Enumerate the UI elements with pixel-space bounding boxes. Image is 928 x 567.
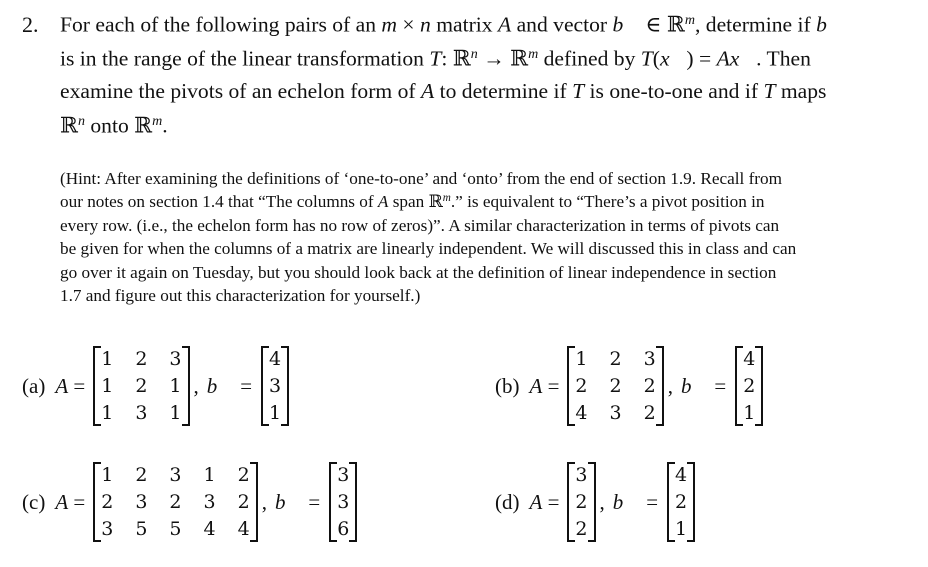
matrix-entry: 4 bbox=[203, 518, 216, 540]
text-line bbox=[60, 169, 782, 189]
part-label: (d) bbox=[495, 489, 520, 514]
bracket-corner bbox=[755, 346, 761, 348]
text-segment: . Then bbox=[756, 46, 811, 71]
matrix-entry: 2 bbox=[575, 518, 588, 540]
matrix-entry: 1 bbox=[101, 375, 114, 397]
matrix-entry: 2 bbox=[237, 491, 250, 513]
bracket-corner bbox=[95, 346, 101, 348]
part-d bbox=[495, 462, 695, 542]
equals-sign: = bbox=[68, 373, 86, 398]
bracket-corner bbox=[755, 424, 761, 426]
matrix-a bbox=[93, 462, 257, 542]
text-segment: and vector bbox=[511, 12, 613, 37]
text-line bbox=[60, 286, 420, 306]
matrix-entry: 3 bbox=[269, 375, 282, 397]
text-segment: (Hint: After examining the definitions of ‘one-to-one’ and ‘onto’ from the end of section 1.9. Recall from bbox=[60, 169, 782, 188]
matrix-entry: 1 bbox=[101, 464, 114, 486]
comma: , bbox=[599, 489, 605, 514]
text-line bbox=[60, 263, 776, 283]
text-segment: examine the pivots of an echelon form of bbox=[60, 79, 421, 103]
bracket-corner bbox=[95, 540, 101, 542]
vector-b-label: b⃗ = bbox=[206, 373, 254, 398]
matrix-entry: 1 bbox=[169, 375, 182, 397]
text-segment: be given for when the columns of a matrix are linearly independent. We will discussed this in class and can bbox=[60, 239, 797, 259]
problem-number: 2. bbox=[22, 12, 39, 37]
math-segment: m bbox=[442, 192, 451, 205]
vector-b-label: b⃗ = bbox=[612, 489, 660, 514]
matrix-entry: 5 bbox=[169, 518, 182, 540]
bracket-corner bbox=[263, 346, 269, 348]
text-segment: is one-to-one and if bbox=[584, 79, 764, 103]
math-segment: n bbox=[420, 12, 431, 37]
bracket-corner bbox=[95, 462, 101, 464]
matrix-entry: 3 bbox=[337, 464, 350, 486]
text-segment: ℝ bbox=[60, 113, 78, 138]
text-segment: span ℝ bbox=[388, 192, 443, 212]
text-line bbox=[60, 192, 764, 212]
matrix-entry: 2 bbox=[237, 464, 250, 486]
matrix-entry: 3 bbox=[135, 402, 148, 424]
bracket-corner bbox=[588, 540, 594, 542]
matrix-entry: 5 bbox=[135, 518, 148, 540]
text-segment: is in the range of the linear transformation bbox=[60, 46, 430, 71]
matrix-entry: 3 bbox=[337, 491, 350, 513]
math-segment: m bbox=[381, 12, 398, 37]
math-symbol: A bbox=[529, 373, 543, 398]
matrix-entry: 4 bbox=[237, 518, 250, 540]
matrix-entry: 3 bbox=[203, 491, 216, 513]
math-symbol: A bbox=[529, 489, 543, 514]
equals-sign: = bbox=[68, 489, 86, 514]
vector-b bbox=[329, 462, 357, 542]
bracket-corner bbox=[569, 462, 575, 464]
text-segment: ∈ ℝ bbox=[640, 12, 685, 37]
matrix-entry: 1 bbox=[101, 402, 114, 424]
equals-sign: = bbox=[542, 373, 560, 398]
part-a bbox=[22, 346, 289, 426]
equals-sign: = bbox=[542, 489, 560, 514]
math-segment: n bbox=[470, 45, 478, 62]
bracket-corner bbox=[588, 462, 594, 464]
text-line bbox=[60, 113, 168, 139]
bracket-corner bbox=[737, 346, 743, 348]
matrix-entry: 4 bbox=[675, 464, 688, 486]
text-segment: : ℝ bbox=[441, 46, 471, 71]
math-segment: T bbox=[572, 79, 585, 103]
text-segment: . bbox=[162, 113, 168, 138]
bracket-corner bbox=[331, 540, 337, 542]
comma: , bbox=[193, 373, 199, 398]
text-segment: , determine if bbox=[694, 12, 817, 37]
math-segment: m bbox=[152, 112, 163, 129]
matrix-entry: 2 bbox=[643, 402, 656, 424]
math-segment: m bbox=[528, 45, 539, 62]
vector-b bbox=[735, 346, 763, 426]
matrix-entry: 1 bbox=[169, 402, 182, 424]
matrix-a-label bbox=[530, 374, 560, 399]
bracket-corner bbox=[281, 346, 287, 348]
text-segment: onto ℝ bbox=[84, 113, 153, 138]
bracket-corner bbox=[182, 346, 188, 348]
bracket-corner bbox=[669, 540, 675, 542]
matrix-entry: 2 bbox=[101, 491, 114, 513]
matrix-a-label bbox=[530, 490, 560, 515]
math-segment: A bbox=[377, 192, 389, 212]
matrix-entry: 2 bbox=[135, 348, 148, 370]
comma: , bbox=[667, 373, 673, 398]
bracket-corner bbox=[182, 424, 188, 426]
part-label: (b) bbox=[495, 373, 520, 398]
text-line bbox=[60, 79, 826, 104]
matrix-entry: 2 bbox=[675, 491, 688, 513]
part-label: (a) bbox=[22, 373, 46, 398]
text-segment: ( bbox=[652, 46, 660, 71]
bracket-corner bbox=[250, 540, 256, 542]
bracket-corner bbox=[656, 346, 662, 348]
text-line bbox=[60, 216, 779, 236]
matrix-entry: 1 bbox=[575, 348, 588, 370]
math-segment: b⃗ bbox=[612, 12, 641, 37]
math-segment: T bbox=[640, 46, 653, 71]
bracket-corner bbox=[656, 424, 662, 426]
math-segment: A bbox=[497, 12, 512, 37]
matrix-entry: 2 bbox=[743, 375, 756, 397]
matrix-entry: 2 bbox=[575, 491, 588, 513]
text-segment: ) = bbox=[686, 46, 717, 71]
matrix-entry: 2 bbox=[609, 348, 622, 370]
matrix-entry: 4 bbox=[269, 348, 282, 370]
bracket-corner bbox=[569, 346, 575, 348]
matrix-entry: 4 bbox=[743, 348, 756, 370]
matrix-a bbox=[93, 346, 189, 426]
math-segment: x⃗ bbox=[660, 46, 687, 71]
math-symbol: A bbox=[55, 489, 69, 514]
matrix-entry: 3 bbox=[135, 491, 148, 513]
vector-b bbox=[667, 462, 695, 542]
matrix-entry: 2 bbox=[169, 491, 182, 513]
matrix-a bbox=[567, 462, 595, 542]
matrix-entry: 3 bbox=[643, 348, 656, 370]
math-segment: b⃗ bbox=[816, 12, 844, 37]
text-line bbox=[60, 12, 844, 38]
text-segment: defined by bbox=[538, 46, 641, 71]
bracket-corner bbox=[349, 462, 355, 464]
bracket-corner bbox=[737, 424, 743, 426]
matrix-entry: 1 bbox=[743, 402, 756, 424]
bracket-corner bbox=[349, 540, 355, 542]
text-segment: × bbox=[397, 12, 421, 37]
text-segment: to determine if bbox=[434, 79, 573, 103]
matrix-entry: 1 bbox=[675, 518, 688, 540]
text-segment: go over it again on Tuesday, but you should look back at the definition of linear independence in section bbox=[60, 262, 777, 282]
matrix-entry: 3 bbox=[101, 518, 114, 540]
matrix-a-label bbox=[55, 490, 85, 515]
vector-b-label: b⃗ = bbox=[274, 489, 322, 514]
part-label: (c) bbox=[22, 489, 46, 514]
text-segment: .” is equivalent to “There’s a pivot position in bbox=[450, 192, 765, 212]
text-segment: → ℝ bbox=[477, 46, 529, 71]
math-segment: m bbox=[684, 12, 695, 28]
matrix-a bbox=[567, 346, 663, 426]
text-segment: our notes on section 1.4 that “The columns of bbox=[60, 192, 378, 212]
math-segment: n bbox=[77, 112, 85, 129]
bracket-corner bbox=[331, 462, 337, 464]
matrix-entry: 6 bbox=[337, 518, 350, 540]
bracket-corner bbox=[687, 462, 693, 464]
comma: , bbox=[261, 489, 267, 514]
text-segment: 1.7 and figure out this characterization for yourself.) bbox=[60, 286, 421, 305]
matrix-entry: 3 bbox=[609, 402, 622, 424]
matrix-entry: 1 bbox=[203, 464, 216, 486]
math-segment: Ax⃗ bbox=[716, 46, 757, 71]
text-segment: matrix bbox=[430, 12, 498, 37]
text-line bbox=[60, 239, 796, 259]
math-symbol: A bbox=[55, 373, 69, 398]
text-line bbox=[60, 46, 811, 72]
bracket-corner bbox=[281, 424, 287, 426]
text-segment: maps bbox=[775, 79, 827, 103]
matrix-entry: 1 bbox=[101, 348, 114, 370]
matrix-entry: 2 bbox=[135, 375, 148, 397]
bracket-corner bbox=[687, 540, 693, 542]
bracket-corner bbox=[569, 540, 575, 542]
matrix-entry: 3 bbox=[575, 464, 588, 486]
matrix-entry: 2 bbox=[135, 464, 148, 486]
math-segment: A bbox=[420, 79, 435, 103]
matrix-entry: 3 bbox=[169, 464, 182, 486]
matrix-a-label bbox=[55, 374, 85, 399]
matrix-entry: 3 bbox=[169, 348, 182, 370]
vector-b-label: b⃗ = bbox=[680, 373, 728, 398]
bracket-corner bbox=[250, 462, 256, 464]
math-segment: T bbox=[429, 46, 442, 71]
math-segment: T bbox=[763, 79, 776, 103]
text-segment: For each of the following pairs of an bbox=[60, 12, 382, 37]
matrix-entry: 2 bbox=[609, 375, 622, 397]
part-b bbox=[495, 346, 763, 426]
bracket-corner bbox=[669, 462, 675, 464]
bracket-corner bbox=[95, 424, 101, 426]
matrix-entry: 2 bbox=[643, 375, 656, 397]
matrix-entry: 1 bbox=[269, 402, 282, 424]
matrix-entry: 4 bbox=[575, 402, 588, 424]
bracket-corner bbox=[263, 424, 269, 426]
matrix-entry: 2 bbox=[575, 375, 588, 397]
vector-b bbox=[261, 346, 289, 426]
text-segment: every row. (i.e., the echelon form has no row of zeros)”. A similar characterization in terms of pivots can bbox=[60, 215, 780, 235]
bracket-corner bbox=[569, 424, 575, 426]
part-c bbox=[22, 462, 357, 542]
